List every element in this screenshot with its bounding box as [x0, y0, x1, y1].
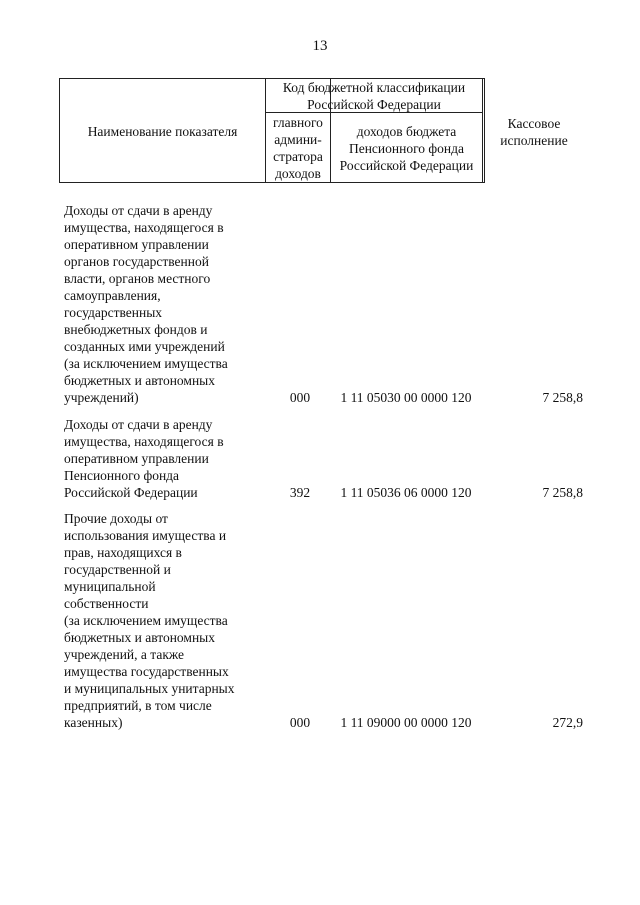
row-name: Прочие доходы от использования имущества и прав, находящихся в государственной и муниципальной собственности (за исключением имущества бюджетных и автономных учреждений, а также имущества государственных и муниципальных унитарных предприятий, в том числе казенных) [64, 511, 235, 730]
row-value: 272,9 [552, 715, 583, 730]
row-admin-code: 000 [289, 390, 311, 405]
header-name-col: Наименование показателя [87, 124, 238, 139]
row-name: Доходы от сдачи в аренду имущества, находящегося в оперативном управлении Пенсионного фонда Российской Федерации [64, 417, 224, 500]
header-income-col: доходов бюджета Пенсионного фонда Российской Федерации [339, 123, 474, 173]
row-value: 7 258,8 [542, 390, 583, 405]
page-number: 13 [312, 38, 328, 54]
row-name: Доходы от сдачи в аренду имущества, находящегося в оперативном управлении органов государственной власти, органов местного самоуправления, государственных внебюджетных фондов и созданных ими учреждений (за исключением имущества бюджетных и автономных учреждений) [64, 203, 228, 405]
header-kbk-group: Код бюджетной классификации Российской Федерации [282, 79, 466, 112]
header-admin-col: главного админи-стратора доходов [273, 115, 323, 181]
row-admin-code: 000 [289, 715, 311, 730]
row-value: 7 258,8 [542, 485, 583, 500]
row-kbk-code: 1 11 05030 00 0000 120 [340, 390, 472, 405]
header-exec-col: Кассовое исполнение [500, 115, 568, 148]
row-kbk-code: 1 11 09000 00 0000 120 [340, 715, 472, 730]
table-header [59, 78, 568, 183]
row-admin-code: 392 [289, 485, 311, 500]
row-kbk-code: 1 11 05036 06 0000 120 [340, 485, 472, 500]
